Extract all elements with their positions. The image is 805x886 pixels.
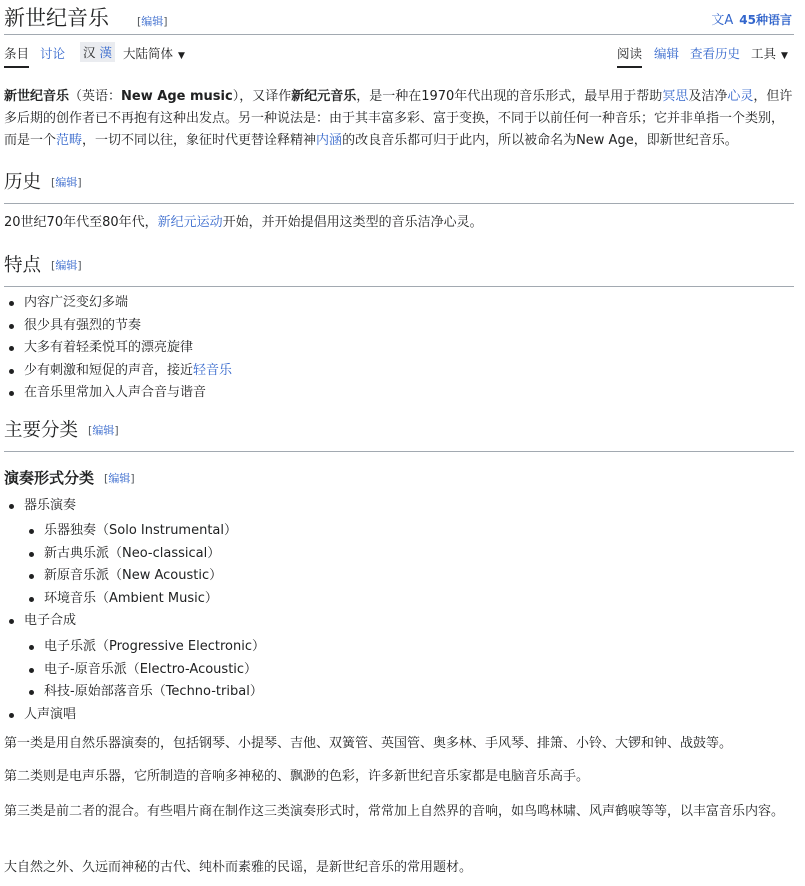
title-bar [4, 0, 794, 35]
section-edit: [编辑] [104, 472, 135, 485]
lead-paragraph [4, 86, 794, 152]
lead-text: ，但许多后期的创作者已不再抱有这种出发点。另一种说法是：由于其丰富多彩、富于变换，不同于以前任何一种音乐；它并非单指一个类别，而是一个 [4, 89, 793, 148]
subsection-heading [4, 467, 135, 490]
list-item-group: 电子合成 [4, 610, 76, 633]
link-meditation[interactable]: 冥思 [662, 89, 689, 104]
categories-list [4, 704, 76, 727]
edit-link[interactable]: 编辑 [141, 15, 164, 28]
list-item: 大多有着轻柔悦耳的漂亮旋律 [4, 337, 232, 360]
lead-text: 及洁净 [688, 89, 728, 104]
heading-text: 主要分类 [4, 420, 79, 441]
title-edit-link: [编辑] [137, 15, 168, 28]
heading-text: 演奏形式分类 [4, 469, 95, 487]
section-edit: [编辑] [51, 176, 82, 189]
list-item: 在音乐里常加入人声合音与谐音 [4, 382, 232, 405]
lead-term-alt: 新纪元音乐 [291, 89, 357, 104]
tab-article[interactable]: 条目 [4, 44, 29, 68]
tools-label: 工具 [751, 46, 777, 61]
link-connotation[interactable]: 内涵 [316, 133, 343, 148]
edit-link[interactable]: 编辑 [108, 472, 131, 485]
section-heading-features [4, 255, 794, 287]
history-text: 20世纪70年代至80年代， [4, 215, 158, 230]
list-item-group: 人声演唱 [4, 704, 76, 727]
list-item: 电子-原音乐派（Electro-Acoustic） [24, 659, 265, 682]
history-text: 开始，并开始提倡用这类型的音乐洁净心灵。 [222, 215, 483, 230]
category-paragraph-1: 第一类是用自然乐器演奏的，包括钢琴、小提琴、吉他、双簧管、英国管、奥多林、手风琴、排箫、小铃、大锣和钟、战鼓等。 [4, 736, 733, 751]
tools-dropdown[interactable] [751, 44, 788, 62]
section-edit: [编辑] [51, 259, 82, 272]
categories-list [4, 495, 76, 518]
tab-talk[interactable]: 讨论 [40, 46, 66, 61]
language-button[interactable] [711, 9, 792, 28]
lead-term: 新世纪音乐 [4, 89, 70, 104]
electronic-sublist [24, 636, 265, 704]
link-light-music[interactable]: 轻音乐 [193, 362, 233, 378]
list-item: 电子乐派（Progressive Electronic） [24, 636, 265, 659]
section-edit: [编辑] [88, 424, 119, 437]
list-item: 新古典乐派（Neo-classical） [24, 543, 237, 566]
lead-text: 的改良音乐都可归于此内，所以被命名为New Age，即新世纪音乐。 [342, 133, 738, 148]
instrument-sublist [24, 520, 237, 610]
tab-read[interactable]: 阅读 [617, 44, 642, 68]
category-paragraph-2: 第二类则是电声乐器，它所制造的音响多神秘的、飘渺的色彩，许多新世纪音乐家都是电脑音乐高手。 [4, 769, 590, 784]
variant-toggle[interactable] [80, 42, 115, 62]
link-new-age-movement[interactable]: 新纪元运动 [157, 215, 223, 230]
features-list [4, 292, 232, 405]
language-count: 45种语言 [739, 13, 792, 27]
variant-dropdown-label: 大陆简体 [123, 46, 174, 61]
list-item: 很少具有强烈的节奏 [4, 315, 232, 338]
edit-link[interactable]: 编辑 [55, 259, 78, 272]
chevron-down-icon: ▼ [781, 51, 788, 61]
page-title: 新世纪音乐 [4, 6, 109, 30]
lead-text: ，一切不同以往，象征时代更替诠释精神 [82, 133, 317, 148]
language-icon: 文A [711, 13, 734, 28]
lead-text: ，是一种在1970年代出现的音乐形式，最早用于帮助 [356, 89, 663, 104]
variant-dropdown[interactable] [123, 44, 185, 62]
link-mind[interactable]: 心灵 [727, 89, 754, 104]
category-paragraph-4: 大自然之外、久远而神秘的古代、纯朴而素雅的民谣，是新世纪音乐的常用题材。 [4, 860, 473, 875]
list-item: 乐器独奏（Solo Instrumental） [24, 520, 237, 543]
section-heading-categories [4, 420, 794, 452]
list-item [4, 360, 232, 383]
list-item-group: 器乐演奏 [4, 495, 76, 518]
tab-bar [4, 38, 794, 66]
lead-term-en: New Age music [121, 89, 233, 104]
tab-history[interactable]: 查看历史 [690, 46, 741, 61]
list-item-text: 少有刺激和短促的声音，接近 [24, 362, 194, 378]
list-item: 环境音乐（Ambient Music） [24, 588, 237, 611]
history-paragraph [4, 212, 483, 234]
category-paragraph-3: 第三类是前二者的混合。有些唱片商在制作这三类演奏形式时，常常加上自然界的音响，如鸟鸣林啸、风声鹤唳等等，以丰富音乐内容。 [4, 804, 785, 819]
variant-hans[interactable]: 漢 [99, 45, 113, 60]
variant-han[interactable]: 汉 [83, 45, 96, 60]
list-item: 新原音乐派（New Acoustic） [24, 565, 237, 588]
heading-text: 特点 [4, 255, 42, 276]
tab-edit[interactable]: 编辑 [654, 46, 680, 61]
chevron-down-icon: ▼ [178, 51, 185, 61]
link-category[interactable]: 范畴 [56, 133, 83, 148]
list-item: 科技-原始部落音乐（Techno-tribal） [24, 681, 265, 704]
edit-link[interactable]: 编辑 [55, 176, 78, 189]
heading-text: 历史 [4, 172, 42, 193]
lead-text: ），又译作 [232, 89, 292, 104]
edit-link[interactable]: 编辑 [92, 424, 115, 437]
list-item: 内容广泛变幻多端 [4, 292, 232, 315]
categories-list [4, 610, 76, 633]
section-heading-history [4, 172, 794, 204]
lead-text: （英语： [69, 89, 122, 104]
